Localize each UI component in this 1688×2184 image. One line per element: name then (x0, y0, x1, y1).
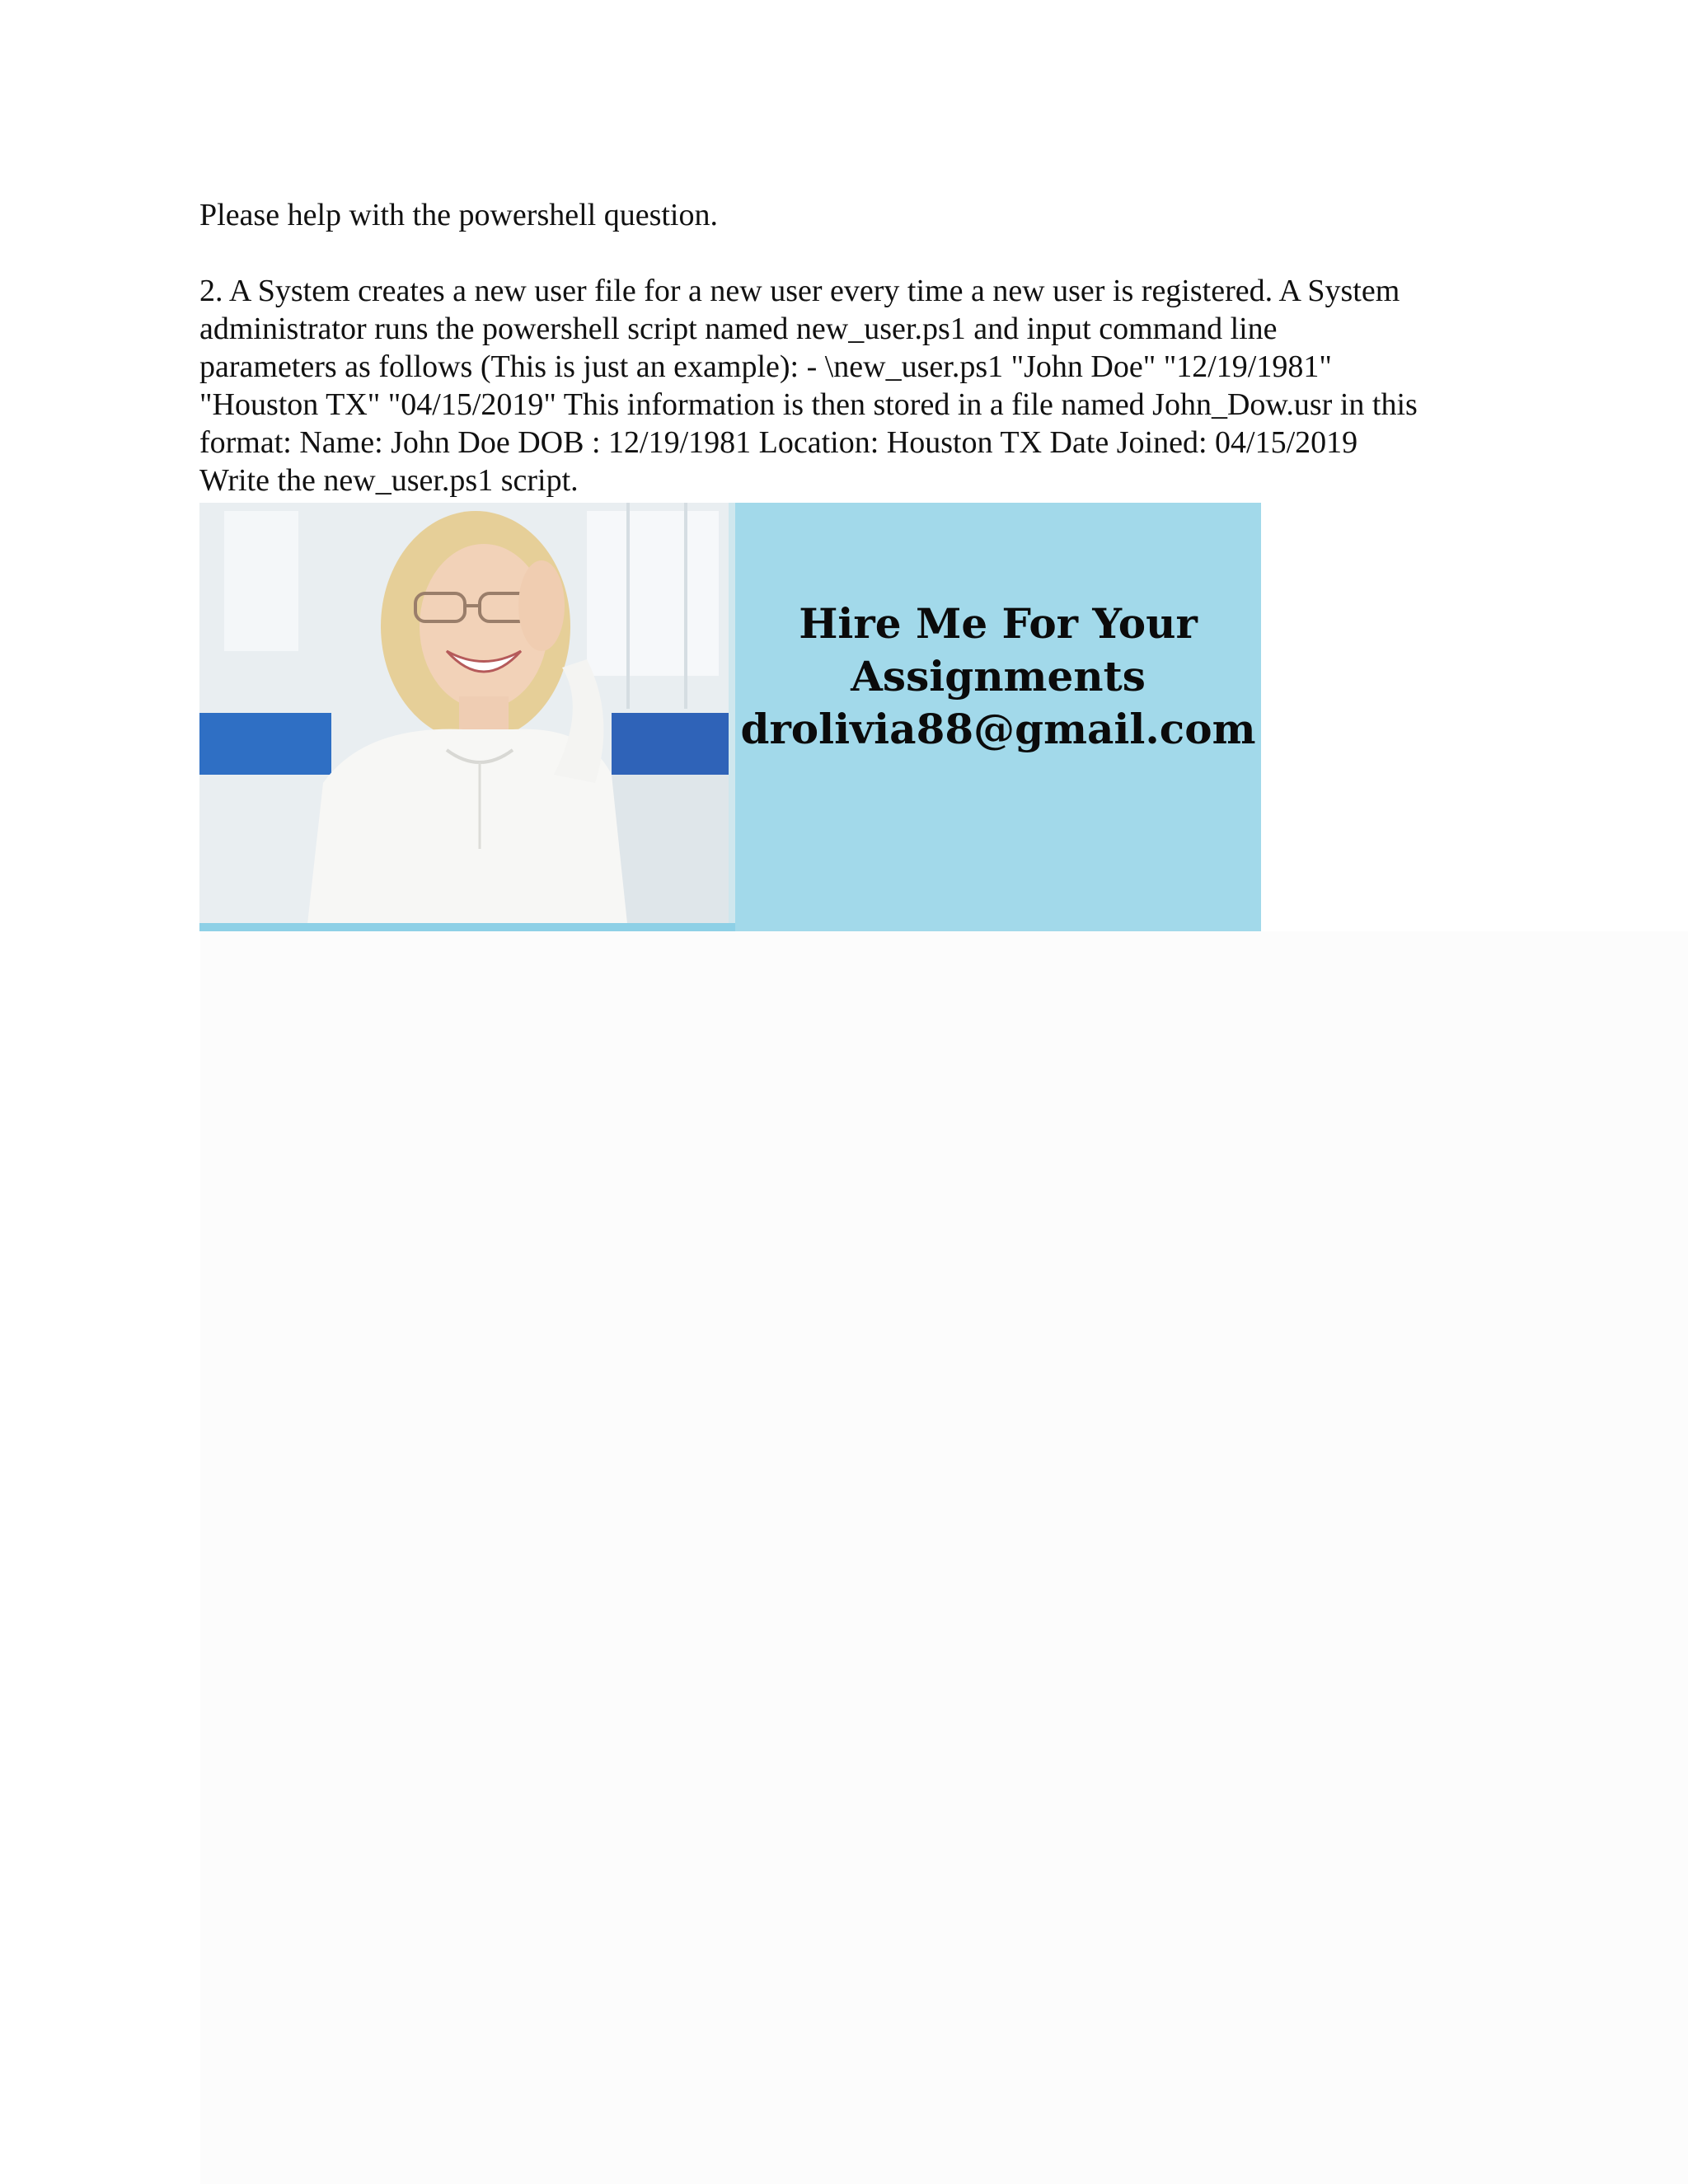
intro-text: Please help with the powershell question. (199, 198, 718, 232)
advertisement-banner (199, 503, 1261, 931)
person-hand (518, 560, 565, 651)
question-line: parameters as follows (This is just an example): - \new_user.ps1 "John Doe" "12/19/1981" (199, 349, 1332, 384)
question-line: administrator runs the powershell script named new_user.ps1 and input command line (199, 312, 1278, 346)
window-pane (587, 511, 719, 676)
question-line: "Houston TX" "04/15/2019" This information is then stored in a file named John_Dow.usr in this (199, 387, 1418, 422)
blue-chair (199, 713, 331, 775)
window-pane (224, 511, 298, 651)
question-line: 2. A System creates a new user file for a new user every time a new user is registered. A System (199, 274, 1400, 308)
ad-line-hire: Hire Me For Your (799, 599, 1198, 648)
ad-line-assignments: Assignments (851, 652, 1146, 701)
page-background (200, 931, 1688, 2184)
question-line: Write the new_user.ps1 script. (199, 463, 579, 498)
ad-email: drolivia88@gmail.com (740, 705, 1256, 753)
question-text (199, 272, 1518, 499)
document-body (199, 196, 1518, 499)
question-line: format: Name: John Doe DOB : 12/19/1981 Location: Houston TX Date Joined: 04/15/2019 (199, 425, 1358, 460)
ad-headline (735, 598, 1261, 756)
blue-chair (612, 713, 735, 783)
